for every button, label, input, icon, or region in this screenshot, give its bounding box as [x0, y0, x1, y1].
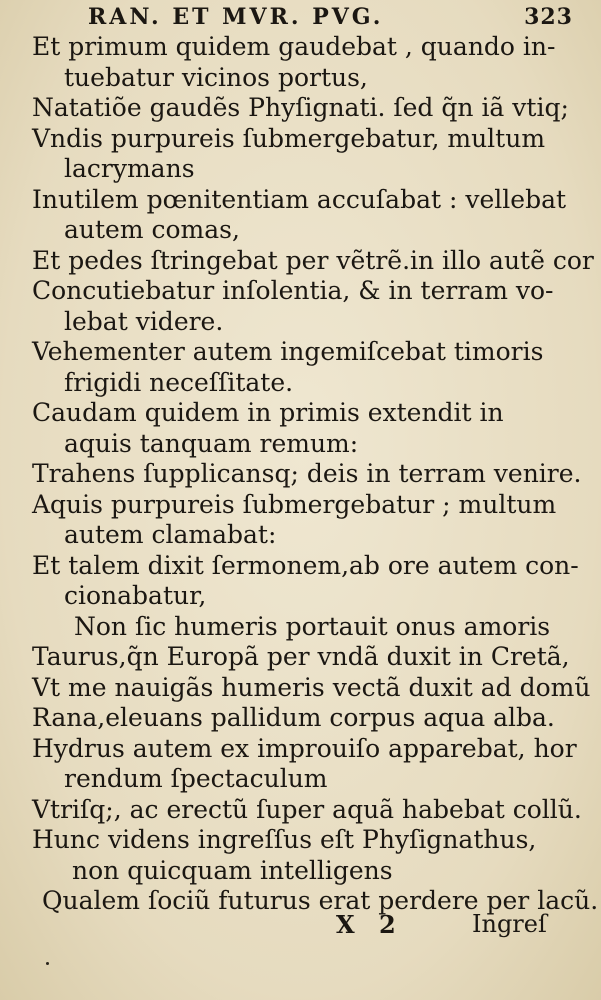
- text-line: autem clamabat:: [64, 520, 277, 549]
- text-line: Taurus,q̃n Europã per vndã duxit in Cretã,: [32, 642, 570, 671]
- text-line: lacrymans: [64, 154, 195, 183]
- text-line: cionabatur,: [64, 581, 207, 610]
- text-line: Concutiebatur inſolentia, & in terram vo-: [32, 276, 554, 305]
- text-line: tuebatur vicinos portus,: [64, 62, 368, 92]
- text-line: Caudam quidem in primis extendit in: [32, 398, 504, 427]
- text-line: Et talem dixit ſermonem,ab ore autem con-: [32, 550, 579, 580]
- text-line: rendum ſpectaculum: [64, 764, 328, 793]
- catchword: Ingreſ: [472, 910, 547, 938]
- text-line: Rana,eleuans pallidum corpus aqua alba.: [32, 703, 555, 732]
- text-line: autem comas,: [64, 215, 240, 244]
- page-header: [88, 4, 573, 32]
- text-line: Vtriſq;, ac erectũ ſuper aquã habebat collũ.: [32, 794, 582, 824]
- page-number: 323: [524, 4, 573, 30]
- text-line: Qualem ſociũ futurus erat perdere per lacũ.: [42, 886, 599, 915]
- text-line: frigidi neceſſitate.: [64, 367, 294, 397]
- text-line: Vehementer autem ingemiſcebat timoris: [32, 337, 544, 366]
- text-line: non quicquam intelligens: [72, 855, 393, 885]
- text-line: Et pedes ſtringebat per vẽtrẽ.in illo autẽ cor: [32, 245, 594, 275]
- text-line: Inutilem pœnitentiam accuſabat : vellebat: [32, 184, 567, 214]
- text-line: Vndis purpureis ſubmergebatur, multum: [32, 123, 546, 153]
- signature-mark: X 2: [336, 910, 404, 939]
- running-head: RAN. ET MVR. PVG.: [88, 4, 384, 30]
- text-line: Hydrus autem ex improuiſo apparebat, hor: [32, 733, 577, 763]
- text-line: Trahens ſupplicansq; deis in terram venire.: [32, 459, 582, 488]
- text-line: Aquis purpureis ſubmergebatur ; multum: [32, 489, 557, 519]
- text-line: Vt me nauigãs humeris vectã duxit ad domũ: [32, 672, 591, 702]
- text-line: Non ſic humeris portauit onus amoris: [74, 611, 551, 641]
- text-line: lebat videre.: [64, 306, 224, 336]
- text-line: Et primum quidem gaudebat , quando in-: [32, 32, 556, 61]
- text-line: Hunc videns ingreſſus eſt Phyſignathus,: [32, 825, 537, 854]
- verse-text: [32, 32, 599, 917]
- ink-speck: [46, 962, 49, 965]
- text-line: aquis tanquam remum:: [64, 428, 359, 458]
- page-footer: [0, 910, 601, 942]
- text-line: Natatiõe gaudẽs Phyſignati. ſed q̃n iã vtiq;: [32, 93, 569, 122]
